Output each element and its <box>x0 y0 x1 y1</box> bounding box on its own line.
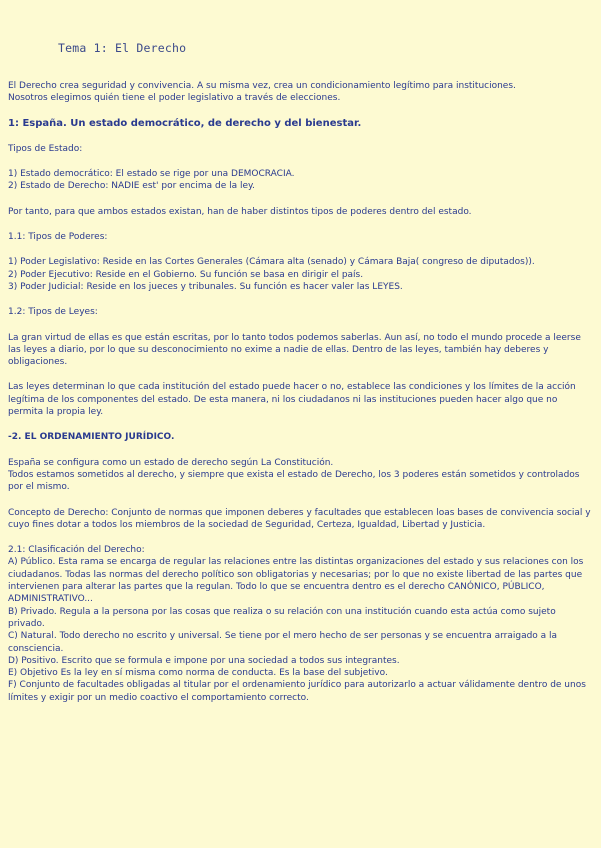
ordenamiento-line-2: Todos estamos sometidos al derecho, y siempre que exista el estado de Derecho, los 3 poderes están sometidos y controlados por el mismo. <box>8 469 580 493</box>
clasificacion-item-e: E) Objetivo Es la ley en sí misma como norma de conducta. Es la base del subjetivo. <box>8 668 388 679</box>
clasificacion-label: 2.1: Clasificación del Derecho: <box>8 545 145 556</box>
leyes-paragraph-1: La gran virtud de ellas es que están escritas, por lo tanto todos podemos saberlas. Aun así, no todo el mundo procede a leerse las leyes a diario, por lo que su desconocimiento no exime a nadie de ellas. Dentro de las leyes, también hay deberes y obligaciones. <box>8 332 581 368</box>
clasificacion-item-c: C) Natural. Todo derecho no escrito y universal. Se tiene por el mero hecho de ser personas y se encuentra arraigado a la consciencia. <box>8 631 558 654</box>
poder-1: 1) Poder Legislativo: Reside en las Cortes Generales (Cámara alta (senado) y Cámara Baja( congreso de diputados)). <box>8 257 535 268</box>
page-title: Tema 1: El Derecho <box>58 41 187 55</box>
tipos-leyes-label: 1.2: Tipos de Leyes: <box>8 307 98 318</box>
tipos-poderes-label: 1.1: Tipos de Poderes: <box>8 232 108 243</box>
clasificacion-item-b: B) Privado. Regula a la persona por las cosas que realiza o su relación con una institución cuando esta actúa como sujeto privado. <box>8 606 556 629</box>
por-tanto-paragraph: Por tanto, para que ambos estados existan, han de haber distintos tipos de poderes dentro del estado. <box>8 206 472 217</box>
concepto-paragraph: Concepto de Derecho: Conjunto de normas que imponen deberes y facultades que establecen loas bases de convivencia social y cuyo fines dotar a todos los miembros de la sociedad de Seguridad, Certeza, Igualdad, Libertad y Justicia. <box>8 507 591 530</box>
intro-line-2: Nosotros elegimos quién tiene el poder legislativo a través de elecciones. <box>8 93 341 104</box>
tipos-estado-label: Tipos de Estado: <box>8 143 83 154</box>
clasificacion-item-d: D) Positivo. Escrito que se formula e impone por una sociedad a todos sus integrantes. <box>8 655 400 666</box>
poder-2: 2) Poder Ejecutivo: Reside en el Gobierno. Su función se basa en dirigir el país. <box>8 269 364 280</box>
document-body <box>8 80 592 704</box>
ordenamiento-line-1: España se configura como un estado de derecho según La Constitución. <box>8 457 334 468</box>
tipo-estado-1: 1) Estado democrático: El estado se rige por una DEMOCRACIA. <box>8 169 295 180</box>
intro-line-1: El Derecho crea seguridad y convivencia. A su misma vez, crea un condicionamiento legítimo para instituciones. <box>8 81 516 91</box>
clasificacion-item-a: A) Público. Esta rama se encarga de regular las relaciones entre las distintas organizaciones del estado y sus relaciones con los ciudadanos. Todas las normas del derecho político son obligatorias y necesarias; por lo que no existe libertad de las partes que intervienen para alterar las partes que la regulan. Todo lo que se encuentra dentro es el derecho CANÓNICO, PÚBLICO, ADMINISTRATIVO... <box>8 557 584 605</box>
poder-3: 3) Poder Judicial: Reside en los jueces y tribunales. Su función es hacer valer las LEYES. <box>8 281 403 292</box>
clasificacion-item-f: F) Conjunto de facultades obligadas al titular por el ordenamiento jurídico para autorizarlo a actuar válidamente dentro de unos límites y exigir por un medio coactivo el comportamiento correcto. <box>8 680 586 703</box>
section1-heading: 1: España. Un estado democrático, de derecho y del bienestar. <box>8 117 362 129</box>
tipo-estado-2: 2) Estado de Derecho: NADIE est' por encima de la ley. <box>8 181 255 192</box>
leyes-paragraph-2: Las leyes determinan lo que cada institución del estado puede hacer o no, establece las condiciones y los límites de la acción legítima de los componentes del estado. De esta manera, ni los ciudadanos ni las instituciones pueden hacer algo que no permita la propia ley. <box>8 382 576 418</box>
section2-heading: -2. EL ORDENAMIENTO JURÍDICO. <box>8 432 175 443</box>
